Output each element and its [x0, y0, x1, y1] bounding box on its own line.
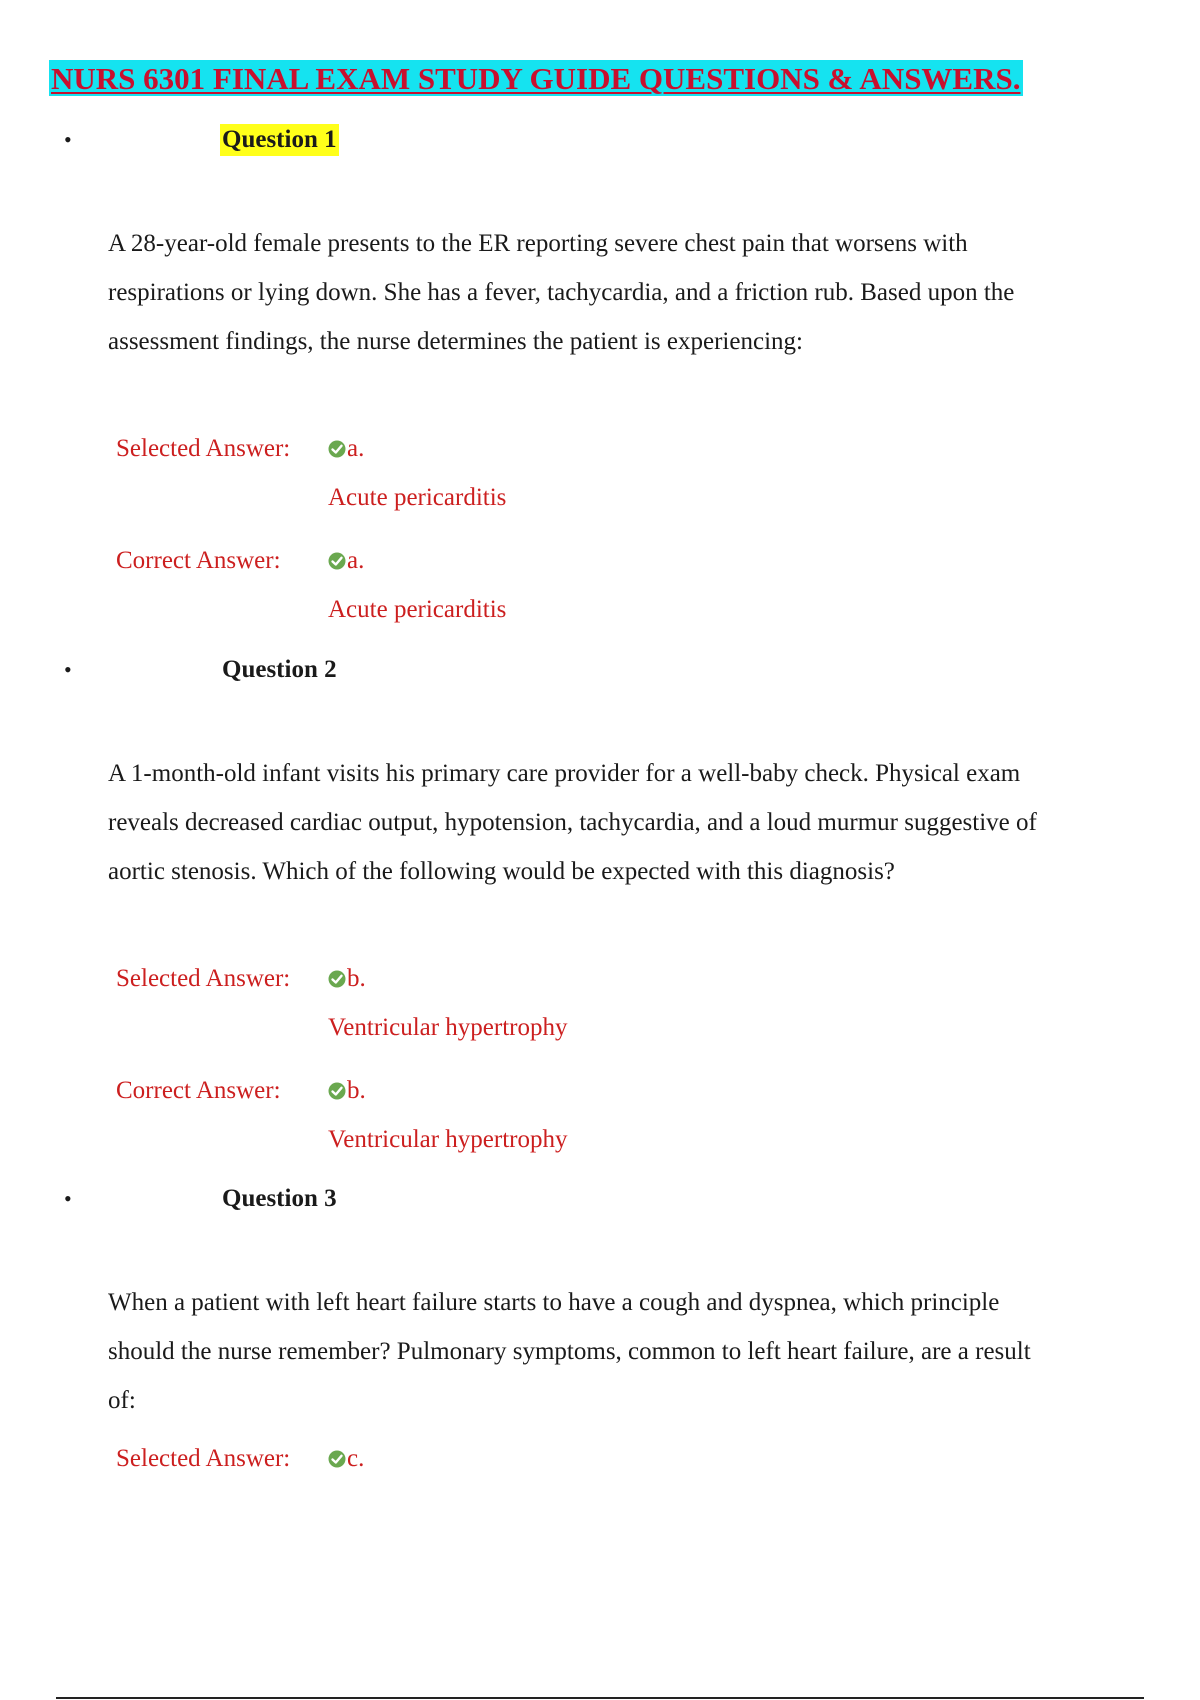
correct-answer-choice: [328, 546, 364, 576]
question-text: When a patient with left heart failure starts to have a cough and dyspnea, which principle should the nurse remember? Pulmonary symptoms, common to left heart failure, are a result of:: [108, 1289, 1031, 1414]
selected-answer-value: Acute pericarditis: [328, 484, 507, 511]
correct-answer-label: Correct Answer:: [116, 1077, 281, 1104]
question-text: A 28-year-old female presents to the ER reporting severe chest pain that worsens with respirations or lying down. She has a fever, tachycardia, and a friction rub. Based upon the assessment findings, the nurse determines the patient is experiencing:: [108, 230, 1015, 355]
bullet: •: [64, 657, 72, 682]
selected-answer-choice: [328, 964, 366, 994]
correct-answer-value: Acute pericarditis: [328, 596, 507, 623]
correct-answer-choice: [328, 1076, 366, 1106]
question-text: A 1-month-old infant visits his primary care provider for a well-baby check. Physical exam reveals decreased cardiac output, hypotension, tachycardia, and a loud murmur suggestive of aortic stenosis. Which of the following would be expected with this diagnosis?: [108, 760, 1037, 885]
footer-rule: [56, 1697, 1144, 1699]
selected-answer-letter: c.: [347, 1445, 365, 1472]
selected-answer-label: Selected Answer:: [116, 435, 291, 462]
selected-answer-value: Ventricular hypertrophy: [328, 1014, 568, 1041]
question-header: [0, 650, 1200, 690]
question-3: [0, 1179, 1200, 1472]
selected-answer-letter: b.: [347, 965, 366, 992]
selected-answer-label: Selected Answer:: [116, 965, 291, 992]
selected-answer-choice: [328, 434, 364, 464]
correct-answer-label: Correct Answer:: [116, 547, 281, 574]
question-label: Question 2: [222, 656, 337, 683]
bullet: •: [64, 127, 72, 152]
check-circle-icon: [328, 552, 346, 570]
question-2: [0, 650, 1200, 1153]
bullet: •: [64, 1186, 72, 1211]
question-label: Question 1: [220, 124, 339, 156]
check-circle-icon: [328, 970, 346, 988]
page-title: NURS 6301 FINAL EXAM STUDY GUIDE QUESTIONS & ANSWERS.: [51, 61, 1021, 96]
correct-answer-value: Ventricular hypertrophy: [328, 1126, 568, 1153]
question-header: [0, 120, 1200, 160]
question-1: [0, 120, 1200, 623]
selected-answer-letter: a.: [347, 435, 365, 462]
selected-answer-label: Selected Answer:: [116, 1445, 291, 1472]
question-header: [0, 1179, 1200, 1219]
correct-answer-letter: a.: [347, 547, 365, 574]
question-label: Question 3: [222, 1185, 337, 1212]
check-circle-icon: [328, 1082, 346, 1100]
selected-answer-choice: [328, 1444, 364, 1474]
check-circle-icon: [328, 1450, 346, 1468]
check-circle-icon: [328, 440, 346, 458]
correct-answer-letter: b.: [347, 1077, 366, 1104]
